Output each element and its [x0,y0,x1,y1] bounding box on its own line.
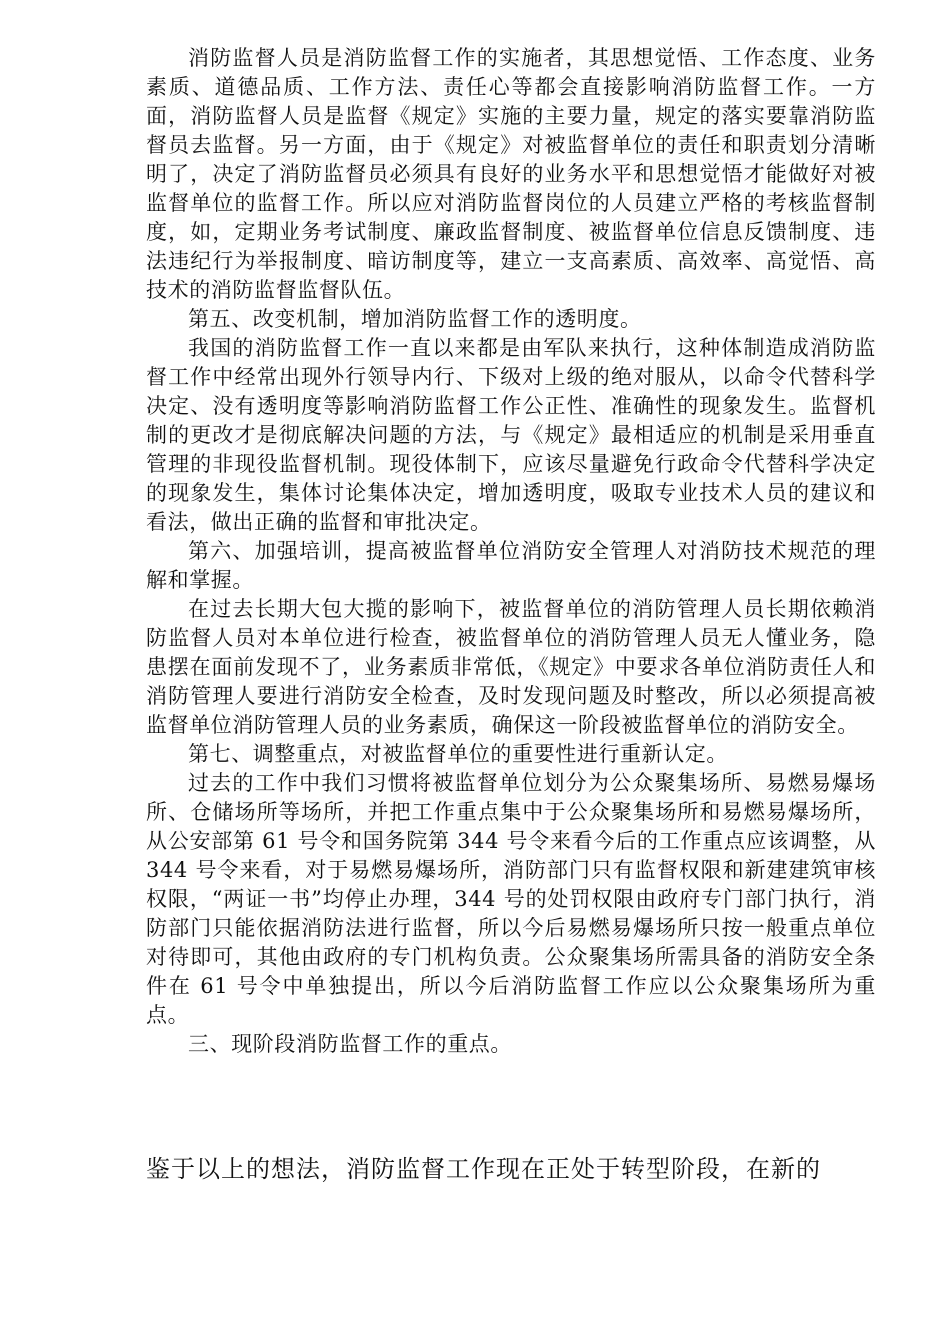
heading-fifth-point: 第五、改变机制，增加消防监督工作的透明度。 [188,307,642,331]
paragraph-training: 在过去长期大包大揽的影响下，被监督单位的消防管理人员长期依赖消防监督人员对本单位进行检查，被监督单位的消防管理人员无人懂业务，隐患摆在面前发现不了，业务素质非常低，《规定》中要求各单位消防责任人和消防管理人要进行消防安全检查，及时发现问题及时整改，所以必须提高被监督单位消防管理人员的业务素质，确保这一阶段被监督单位的消防安全。 [146,597,876,737]
closing-line: 鉴于以上的想法，消防监督工作现在正处于转型阶段，在新的 [146,1155,821,1183]
heading-section-three: 三、现阶段消防监督工作的重点。 [188,1032,512,1056]
paragraph-mechanism: 我国的消防监督工作一直以来都是由军队来执行，这种体制造成消防监督工作中经常出现外行领导内行、下级对上级的绝对服从，以命令代替科学决定、没有透明度等影响消防监督工作公正性、准确性的现象发生。监督机制的更改才是彻底解决问题的方法，与《规定》最相适应的机制是采用垂直管理的非现役监督机制。现役体制下，应该尽量避免行政命令代替科学决定的现象发生，集体讨论集体决定，增加透明度，吸取专业技术人员的建议和看法，做出正确的监督和审批决定。 [146,336,876,534]
paragraph-sixth-point: 第六、加强培训，提高被监督单位消防安全管理人对消防技术规范的理解和掌握。 [146,539,876,592]
document-body [146,44,876,1059]
paragraph-supervisor-quality: 消防监督人员是消防监督工作的实施者，其思想觉悟、工作态度、业务素质、道德品质、工作方法、责任心等都会直接影响消防监督工作。一方面，消防监督人员是监督《规定》实施的主要力量，规定的落实要靠消防监督员去监督。另一方面，由于《规定》对被监督单位的责任和职责划分清晰明了，决定了消防监督员必须具有良好的业务水平和思想觉悟才能做好对被监督单位的监督工作。所以应对消防监督岗位的人员建立严格的考核监督制度，如，定期业务考试制度、廉政监督制度、被监督单位信息反馈制度、违法违纪行为举报制度、暗访制度等，建立一支高素质、高效率、高觉悟、高技术的消防监督监督队伍。 [146,46,876,302]
paragraph-key-focus: 过去的工作中我们习惯将被监督单位划分为公众聚集场所、易燃易爆场所、仓储场所等场所，并把工作重点集中于公众聚集场所和易燃易爆场所，从公安部第 61 号令和国务院第 344 号令来看今后的工作重点应该调整，从 344 号令来看，对于易燃易爆场所，消防部门只有监督权限和新建建筑审核权限，“两证一书”均停止办理，344 号的处罚权限由政府专门部门执行，消防部门只能依据消防法进行监督，所以今后易燃易爆场所只按一般重点单位对待即可，其他由政府的专门机构负责。公众聚集场所需具备的消防安全条件在 61 号令中单独提出，所以今后消防监督工作应以公众聚集场所为重点。 [146,771,876,1027]
heading-seventh-point: 第七、调整重点，对被监督单位的重要性进行重新认定。 [188,742,728,766]
